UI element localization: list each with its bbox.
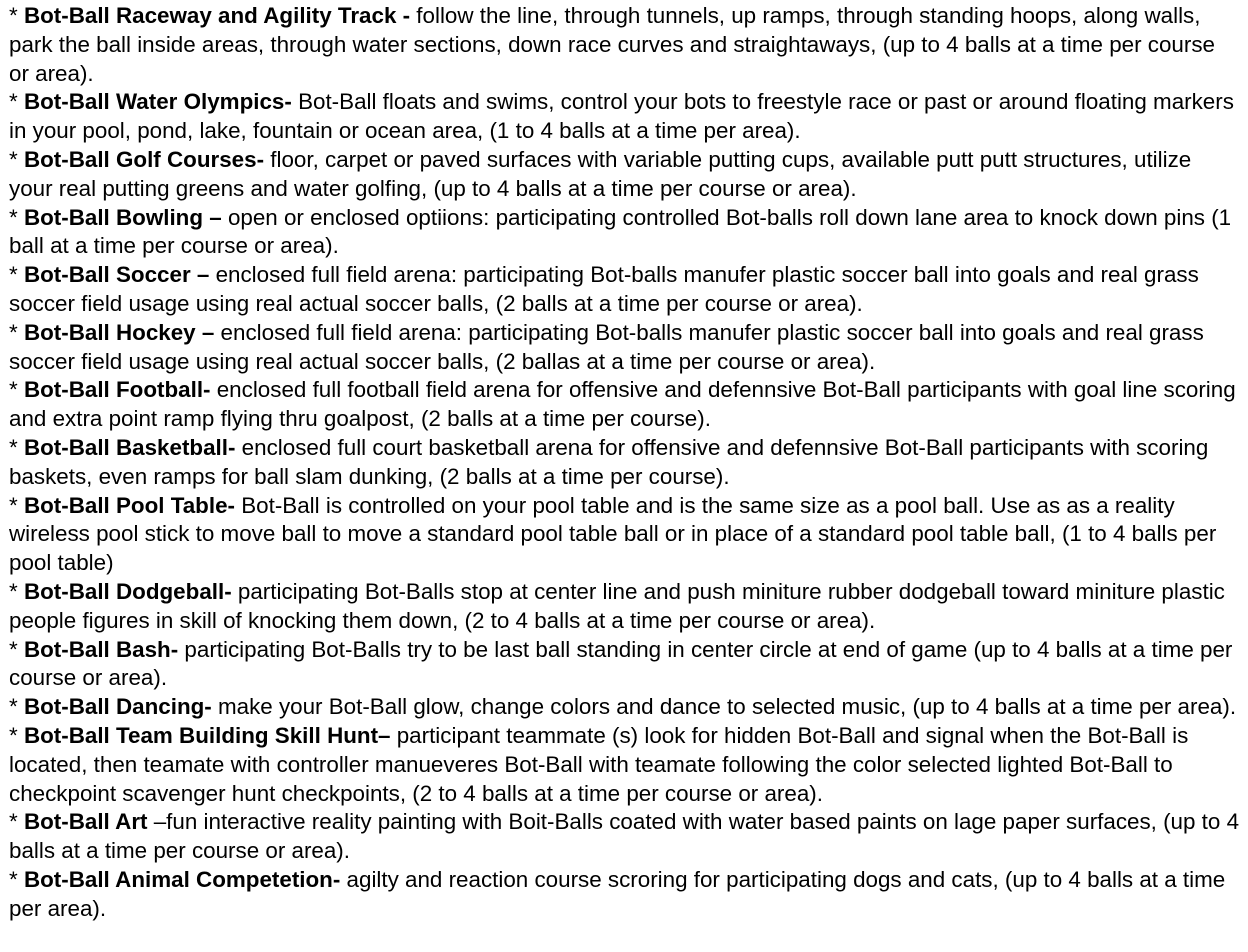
entry-description: enclosed full football field arena for offensive and defennsive Bot-Ball participants with goal line scoring and extra point ramp flying thru goalpost, (2 balls at a time per course).	[9, 377, 1236, 432]
entry-pool-table	[9, 492, 1240, 578]
entry-description: follow the line, through tunnels, up ramps, through standing hoops, along walls, park the ball inside areas, through water sections, down race curves and straightaways, (up to 4 balls at a time per course or area).	[9, 3, 1215, 86]
entry-title: Bot-Ball Dodgeball-	[23, 578, 232, 604]
entry-bullet: *	[9, 262, 24, 288]
entry-bullet: *	[9, 694, 24, 720]
entry-football	[9, 376, 1240, 434]
entry-bullet: *	[9, 377, 24, 403]
entry-art	[9, 808, 1240, 866]
entry-bullet: *	[9, 636, 24, 662]
entry-basketball	[9, 434, 1240, 492]
entry-title: Bot-Ball Pool Table-	[23, 492, 235, 518]
entry-dodgeball	[9, 578, 1240, 636]
entry-description: Bot-Ball is controlled on your pool table and is the same size as a pool ball. Use as as a reality wireless pool stick to move ball to move a standard pool table ball or in place of a standard pool table ball, (1 to 4 balls per pool table)	[9, 492, 1217, 576]
entry-description: enclosed full field arena: participating Bot-balls manufer plastic soccer ball into goals and real grass soccer field usage using real actual soccer balls, (2 ballas at a time per course or area).	[9, 319, 1204, 374]
entry-bullet: *	[9, 319, 24, 345]
entry-bullet: *	[9, 722, 24, 748]
entry-bullet: *	[9, 866, 24, 892]
entry-bullet: *	[9, 434, 24, 460]
entry-animal-competetion	[9, 866, 1240, 924]
entry-description: participating Bot-Balls try to be last ball standing in center circle at end of game (up to 4 balls at a time per course or area).	[9, 636, 1233, 691]
entry-golf-courses	[9, 146, 1240, 204]
entry-title: Bot-Ball Basketball-	[23, 434, 236, 460]
entry-title: Bot-Ball Golf Courses-	[23, 146, 265, 172]
entry-hockey	[9, 319, 1240, 377]
entry-bullet: *	[9, 492, 24, 518]
entry-title: Bot-Ball Football-	[23, 377, 211, 403]
entry-description: participating Bot-Balls stop at center line and push miniture rubber dodgeball toward miniture plastic people figures in skill of knocking them down, (2 to 4 balls at a time per course or area).	[9, 578, 1225, 633]
entry-title: Bot-Ball Dancing-	[23, 694, 212, 720]
entry-soccer	[9, 261, 1240, 319]
entry-title: Bot-Ball Bash-	[23, 636, 179, 662]
entry-title: Bot-Ball Bowling –	[23, 204, 222, 230]
entry-bowling	[9, 204, 1240, 262]
entry-title: Bot-Ball Animal Competetion-	[23, 866, 341, 892]
entry-bullet: *	[9, 578, 24, 604]
entry-dancing	[9, 693, 1240, 722]
entry-bash	[9, 636, 1240, 694]
entry-bullet: *	[9, 204, 24, 230]
entry-description: Bot-Ball floats and swims, control your bots to freestyle race or past or around floating markers in your pool, pond, lake, fountain or ocean area, (1 to 4 balls at a time per area).	[9, 89, 1234, 144]
entry-description: agilty and reaction course scroring for participating dogs and cats, (up to 4 balls at a time per area).	[9, 866, 1226, 921]
entry-bullet: *	[9, 146, 24, 172]
entry-water-olympics	[9, 88, 1240, 146]
entry-description: enclosed full field arena: participating Bot-balls manufer plastic soccer ball into goals and real grass soccer field usage using real actual soccer balls, (2 balls at a time per course or area).	[9, 262, 1199, 316]
entry-title: Bot-Ball Water Olympics-	[23, 89, 292, 115]
entry-description: floor, carpet or paved surfaces with variable putting cups, available putt putt structures, utilize your real putting greens and water golfing, (up to 4 balls at a time per course or area).	[9, 146, 1192, 201]
entry-description: enclosed full court basketball arena for offensive and defennsive Bot-Ball participants with scoring baskets, even ramps for ball slam dunking, (2 balls at a time per course).	[9, 434, 1209, 489]
entry-description: –fun interactive reality painting with Boit-Balls coated with water based paints on lage paper surfaces, (up to 4 balls at a time per course or area).	[9, 809, 1240, 864]
entry-title: Bot-Ball Raceway and Agility Track -	[23, 3, 411, 28]
entry-bullet: *	[9, 809, 24, 835]
entry-title: Bot-Ball Team Building Skill Hunt–	[23, 722, 391, 748]
entry-title: Bot-Ball Art	[23, 809, 148, 835]
entry-raceway-agility-track	[9, 2, 1240, 88]
entry-bullet: *	[9, 89, 24, 115]
entry-team-building-skill-hunt	[9, 722, 1240, 808]
entry-title: Bot-Ball Soccer –	[23, 262, 210, 288]
entry-description: participant teammate (s) look for hidden Bot-Ball and signal when the Bot-Ball is located, then teamate with controller manueveres Bot-Ball with teamate following the color selected lighted Bot-Ball to checkpoint scavenger hunt checkpoints, (2 to 4 balls at a time per course or area).	[9, 722, 1189, 806]
entry-description: make your Bot-Ball glow, change colors and dance to selected music, (up to 4 balls at a time per area).	[211, 694, 1237, 720]
entry-description: open or enclosed optiions: participating controlled Bot-balls roll down lane area to knock down pins (1 ball at a time per course or area).	[9, 204, 1232, 259]
entry-title: Bot-Ball Hockey –	[23, 319, 215, 345]
entry-bullet: *	[9, 3, 24, 28]
